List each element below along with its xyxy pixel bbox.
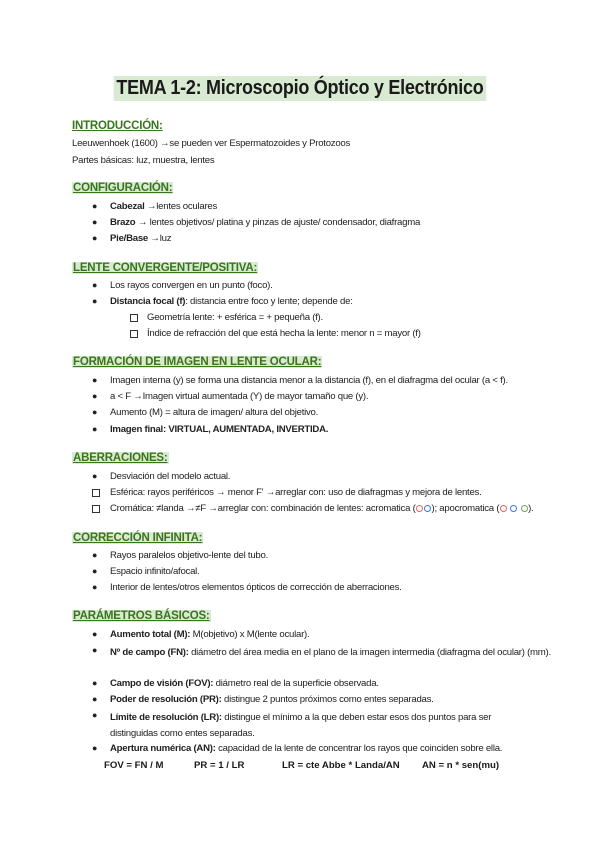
item-text: →luz — [148, 233, 172, 244]
bullet-icon: ● — [92, 233, 98, 243]
item-text: a < F →Imagen virtual aumentada (Y) de mayor tamaño que (y). — [110, 391, 369, 402]
item-text: Rayos paralelos objetivo-lente del tubo. — [110, 550, 268, 561]
item-bold: Límite de resolución (LR): — [110, 712, 222, 723]
heading-correccion-infinita: CORRECCIÓN INFINITA: — [73, 532, 203, 544]
item-text: M(objetivo) x M(lente ocular). — [190, 629, 310, 640]
green-dot-icon — [521, 505, 528, 512]
item-text: Aumento (M) = altura de imagen/ altura del objetivo. — [110, 407, 319, 418]
item-text: Desviación del modelo actual. — [110, 471, 231, 482]
heading-introduccion: INTRODUCCIÓN: — [72, 120, 163, 132]
formula-fov: FOV = FN / M — [104, 760, 164, 771]
bullet-icon: ● — [92, 566, 98, 576]
item-text: diámetro real de la superficie observada. — [213, 678, 379, 689]
heading-formacion-imagen: FORMACIÓN DE IMAGEN EN LENTE OCULAR: — [73, 356, 322, 368]
item-text: Los rayos convergen en un punto (foco). — [110, 280, 273, 291]
item-text: Imagen interna (y) se forma una distancia menor a la distancia (f), en el diafragma del ocular (a < f). — [110, 375, 508, 386]
formula-an: AN = n * sen(mu) — [422, 760, 500, 771]
item-text: Interior de lentes/otros elementos ópticos de corrección de aberraciones. — [110, 582, 402, 593]
item-bold: Cabezal — [110, 201, 145, 212]
page-title: TEMA 1-2: Microscopio Óptico y Electrónico — [114, 76, 486, 101]
heading-configuracion: CONFIGURACIÓN: — [73, 182, 173, 194]
intro-line-2: Partes básicas: luz, muestra, lentes — [72, 155, 215, 166]
blue-dot-icon — [424, 505, 431, 512]
square-bullet-icon — [130, 314, 138, 322]
bullet-icon: ● — [92, 201, 98, 211]
bullet-icon: ● — [92, 645, 98, 655]
item-text: ); apocromatica ( — [431, 503, 500, 514]
heading-aberraciones: ABERRACIONES: — [73, 452, 168, 464]
bullet-icon: ● — [92, 678, 98, 688]
square-bullet-icon — [130, 330, 138, 338]
item-bold: Distancia focal (f) — [110, 296, 186, 307]
bullet-icon: ● — [92, 391, 98, 401]
item-text: distingue 2 puntos próximos como entes separadas. — [221, 694, 434, 705]
item-text: distingue el mínimo a la que deben estar esos dos puntos para ser distinguidas como entes separadas. — [110, 712, 492, 739]
heading-lente-convergente: LENTE CONVERGENTE/POSITIVA: — [73, 262, 258, 274]
item-text: Cromática: ≠landa →≠F →arreglar con: combinación de lentes: acromatica ( — [110, 503, 416, 514]
bullet-icon: ● — [92, 471, 98, 481]
item-text: ). — [528, 503, 534, 514]
item-text: → lentes objetivos/ platina y pinzas de ajuste/ condensador, diafragma — [135, 217, 421, 228]
intro-line-1: Leeuwenhoek (1600) →se pueden ver Espermatozoides y Protozoos — [72, 138, 351, 149]
bullet-icon: ● — [92, 424, 98, 434]
item-bold: Apertura numérica (AN): — [110, 743, 216, 754]
bullet-icon: ● — [92, 407, 98, 417]
item-text: diámetro del área media en el plano de la imagen intermedia (diafragma del ocular) (mm). — [188, 647, 551, 658]
item-text: : distancia entre foco y lente; depende de: — [185, 296, 353, 307]
bullet-icon: ● — [92, 550, 98, 560]
item-text: Esférica: rayos periféricos → menor F' →arreglar con: uso de diafragmas y mejora de lentes. — [110, 487, 482, 498]
bullet-icon: ● — [92, 296, 98, 306]
item-bold: Nº de campo (FN): — [110, 647, 189, 658]
heading-parametros-basicos: PARÁMETROS BÁSICOS: — [73, 610, 210, 622]
item-bold: Pie/Base — [110, 233, 149, 244]
bullet-icon: ● — [92, 582, 98, 592]
item-text: capacidad de la lente de concentrar los rayos que coinciden sobre ella. — [215, 743, 503, 754]
square-bullet-icon — [92, 505, 100, 513]
red-dot-icon — [500, 505, 507, 512]
bullet-icon: ● — [92, 280, 98, 290]
formula-pr: PR = 1 / LR — [194, 760, 245, 771]
item-bold: Imagen final: VIRTUAL, AUMENTADA, INVERTIDA. — [110, 424, 329, 435]
formula-lr: LR = cte Abbe * Landa/AN — [282, 760, 400, 771]
bullet-icon: ● — [92, 694, 98, 704]
item-text: Espacio infinito/afocal. — [110, 566, 200, 577]
bullet-icon: ● — [92, 743, 98, 753]
red-dot-icon — [416, 505, 423, 512]
item-bold: Brazo — [110, 217, 136, 228]
square-bullet-icon — [92, 489, 100, 497]
subitem-text: Índice de refracción del que está hecha la lente: menor n = mayor (f) — [147, 328, 421, 339]
title-container — [0, 76, 600, 101]
bullet-icon: ● — [92, 217, 98, 227]
subitem-text: Geometría lente: + esférica = + pequeña (f). — [147, 312, 323, 323]
item-bold: Aumento total (M): — [110, 629, 191, 640]
item-bold: Poder de resolución (PR): — [110, 694, 222, 705]
bullet-icon: ● — [92, 629, 98, 639]
bullet-icon: ● — [92, 710, 98, 720]
blue-dot-icon — [510, 505, 517, 512]
item-bold: Campo de visión (FOV): — [110, 678, 214, 689]
bullet-icon: ● — [92, 375, 98, 385]
item-text: →lentes oculares — [144, 201, 218, 212]
